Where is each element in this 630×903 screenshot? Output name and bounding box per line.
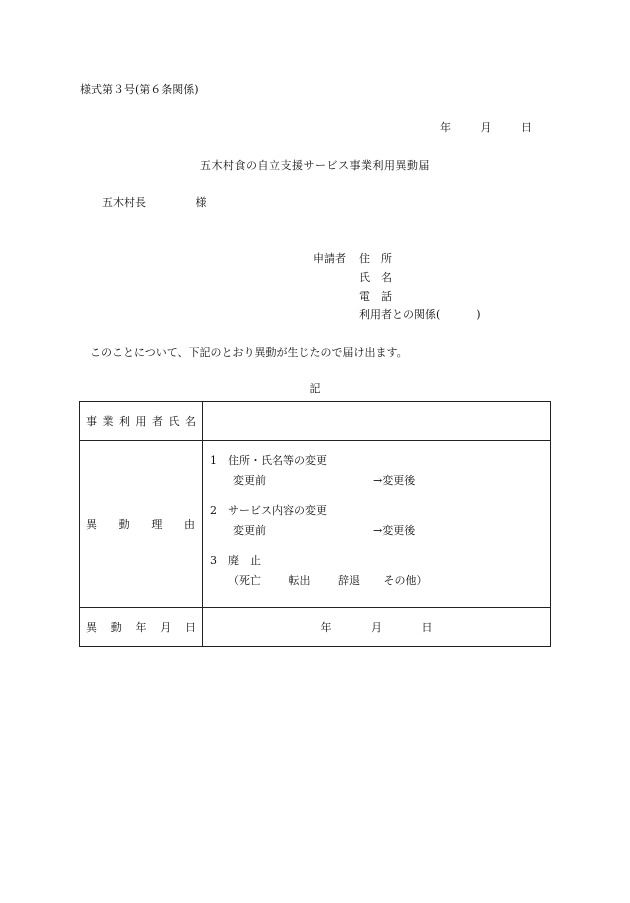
label-char: 者 [152,415,163,428]
reason-3-options [210,571,550,591]
label-char: 由 [183,518,195,531]
reason-3-title: 3 廃 止 [210,554,261,567]
reason-2-change-line [210,521,550,541]
option-withdraw: 辞退 [338,574,360,587]
reason-label [80,441,203,608]
reason-1-after: →変更後 [373,474,416,487]
change-notice-table [79,401,551,647]
reason-2-after: →変更後 [373,524,416,537]
label-char: 用 [135,415,147,428]
change-date-value [203,608,551,647]
applicant-name-field: 氏 名 [359,271,392,284]
option-other: その他） [383,574,428,587]
change-year: 年 [320,621,332,634]
date-month: 月 [480,121,492,134]
relation-prefix: 利用者との関係( [359,308,441,321]
relation-suffix: ) [476,308,481,321]
label-char: 動 [110,621,122,634]
submission-date [440,119,532,135]
applicant-phone-field: 電 話 [359,290,392,303]
applicant-relation-field [359,306,481,322]
applicant-address-field: 住 所 [359,252,392,265]
option-death: （死亡 [228,574,261,587]
label-char: 利 [119,415,130,428]
reason-2-title: 2 サービス内容の変更 [210,504,327,517]
date-year: 年 [440,121,451,134]
addressee-honorific: 様 [195,196,207,209]
body-text: このことについて、下記のとおり異動が生じたので届け出ます。 [90,346,408,359]
label-char: 業 [102,415,114,428]
reason-2-before: 変更前 [233,524,266,537]
label-char: 動 [118,518,130,531]
reason-row [80,441,551,608]
change-month: 月 [371,621,382,634]
reason-1-change-line [210,471,550,491]
label-char: 異 [86,518,97,531]
change-day: 日 [421,621,433,634]
label-char: 事 [86,415,97,428]
reason-value [203,441,551,608]
label-char: 異 [86,621,97,634]
page-title: 五木村食の自立支援サービス事業利用異動届 [200,159,430,172]
applicant-label: 申請者 [313,252,346,265]
user-name-label [80,402,203,441]
addressee-name: 五木村長 [102,196,146,209]
change-date-label [80,608,203,647]
user-name-value [203,402,551,441]
addressee [102,194,207,210]
label-char: 月 [160,621,172,634]
reason-1-before: 変更前 [233,474,266,487]
label-char: 理 [151,518,163,531]
label-char: 氏 [168,415,180,428]
ki-heading: 記 [309,382,321,395]
label-char: 年 [135,621,147,634]
option-move-out: 転出 [288,574,311,587]
date-day: 日 [521,121,532,134]
form-number: 様式第３号(第６条関係) [80,83,199,96]
label-char: 日 [185,621,196,634]
label-char: 名 [185,415,196,428]
user-name-row [80,402,551,441]
change-date-row [80,608,551,647]
reason-1-title: 1 住所・氏名等の変更 [210,454,327,467]
